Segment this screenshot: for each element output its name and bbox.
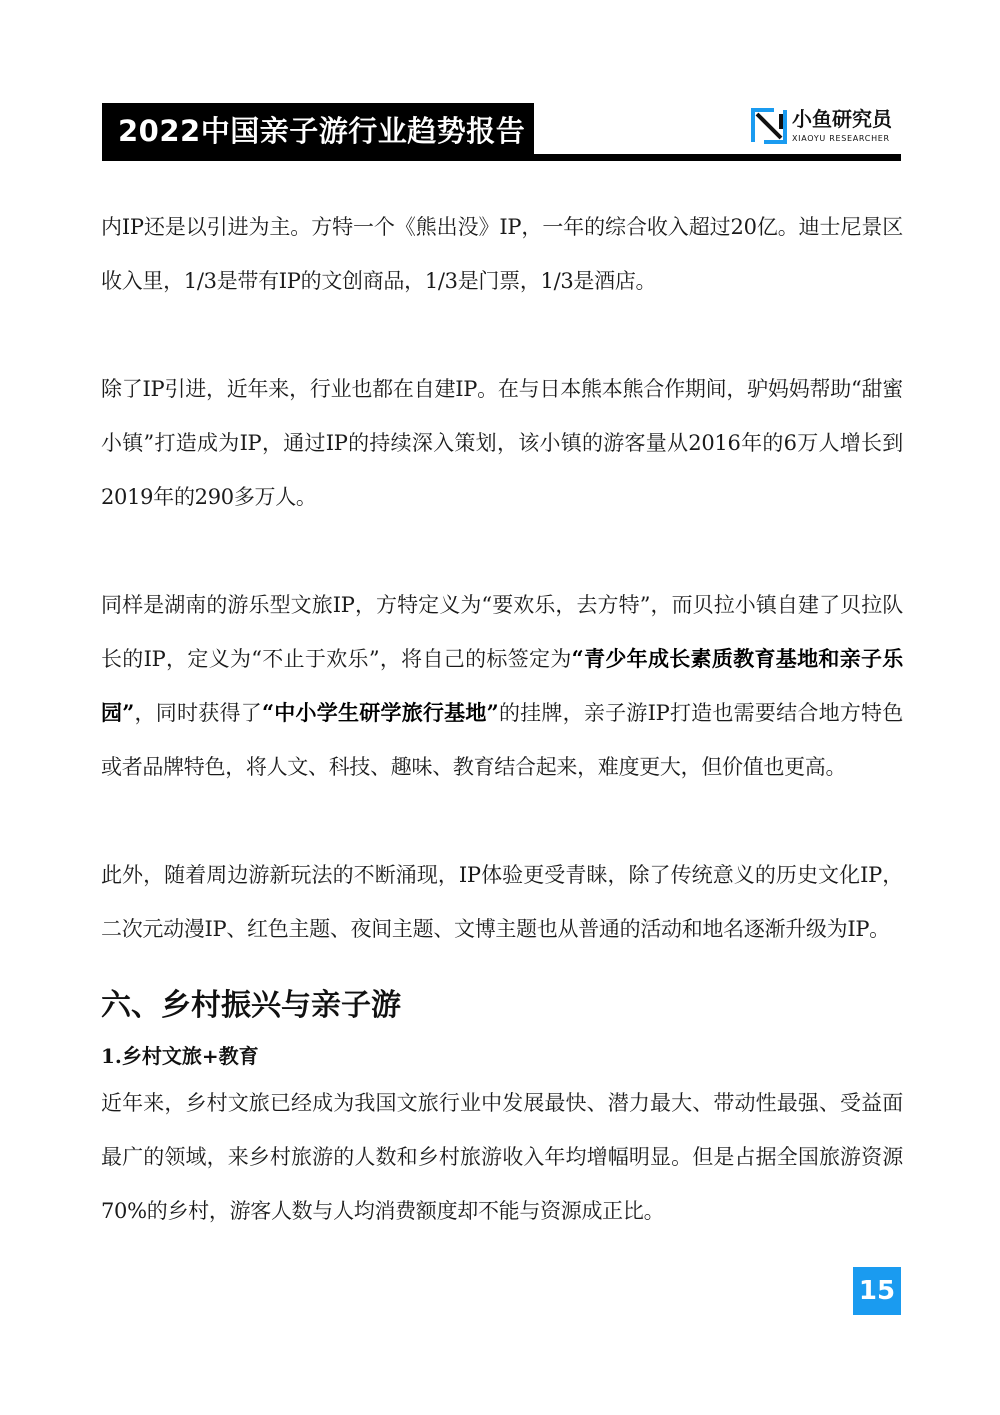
paragraph-rural-tourism: 近年来，乡村文旅已经成为我国文旅行业中发展最快、潜力最大、带动性最强、受益面最广的领域，来乡村旅游的人数和乡村旅游收入年均增幅明显。但是占据全国旅游资源70%的乡村，游客人数与人均消费额度却不能与资源成正比。 [101, 1091, 903, 1223]
paragraph-spacer [101, 794, 903, 848]
page-body [101, 200, 903, 1238]
text-run: 的挂牌，亲子游IP打造也需要结合地方特色或者品牌特色，将人文、科技、趣味、教育结合起来，难度更大，但价值也更高。 [101, 701, 903, 779]
paragraph-bella-town [101, 578, 903, 794]
brand-logo-icon [750, 107, 788, 145]
bold-phrase-education-base: “青少年成长素质教育基地和亲子乐园” [101, 646, 904, 725]
paragraph-ip-import: 内IP还是以引进为主。方特一个《熊出没》IP，一年的综合收入超过20亿。迪士尼景区收入里，1/3是带有IP的文创商品，1/3是门票，1/3是酒店。 [101, 215, 903, 293]
section-heading: 六、乡村振兴与亲子游 [101, 988, 401, 1023]
text-run: 同样是湖南的游乐型文旅IP，方特定义为“要欢乐，去方特”，而贝拉小镇自建了贝拉队长的IP，定义为“不止于欢乐”，将自己的标签定为 [101, 593, 903, 671]
subsection-heading: 1.乡村文旅+教育 [101, 1044, 259, 1068]
paragraph-spacer [101, 308, 903, 362]
text-run: ，同时获得了 [134, 701, 262, 725]
paragraph-self-built-ip: 除了IP引进，近年来，行业也都在自建IP。在与日本熊本熊合作期间，驴妈妈帮助“甜蜜小镇”打造成为IP，通过IP的持续深入策划，该小镇的游客量从2016年的6万人增长到2019年的290多万人。 [101, 377, 903, 509]
paragraph-spacer [101, 524, 903, 578]
brand-name-en: XIAOYU RESEARCHER [792, 134, 890, 143]
bold-phrase-study-tour-base: “中小学生研学旅行基地” [261, 700, 499, 725]
brand-logo [750, 107, 901, 149]
report-header [102, 103, 901, 162]
brand-name-cn: 小鱼研究员 [792, 107, 892, 131]
header-divider [102, 154, 901, 161]
report-title: 2022中国亲子游行业趋势报告 [102, 103, 534, 160]
page-number-badge: 15 [853, 1267, 901, 1315]
paragraph-ip-experience: 此外，随着周边游新玩法的不断涌现，IP体验更受青睐，除了传统意义的历史文化IP，二次元动漫IP、红色主题、夜间主题、文博主题也从普通的活动和地名逐渐升级为IP。 [101, 863, 903, 941]
